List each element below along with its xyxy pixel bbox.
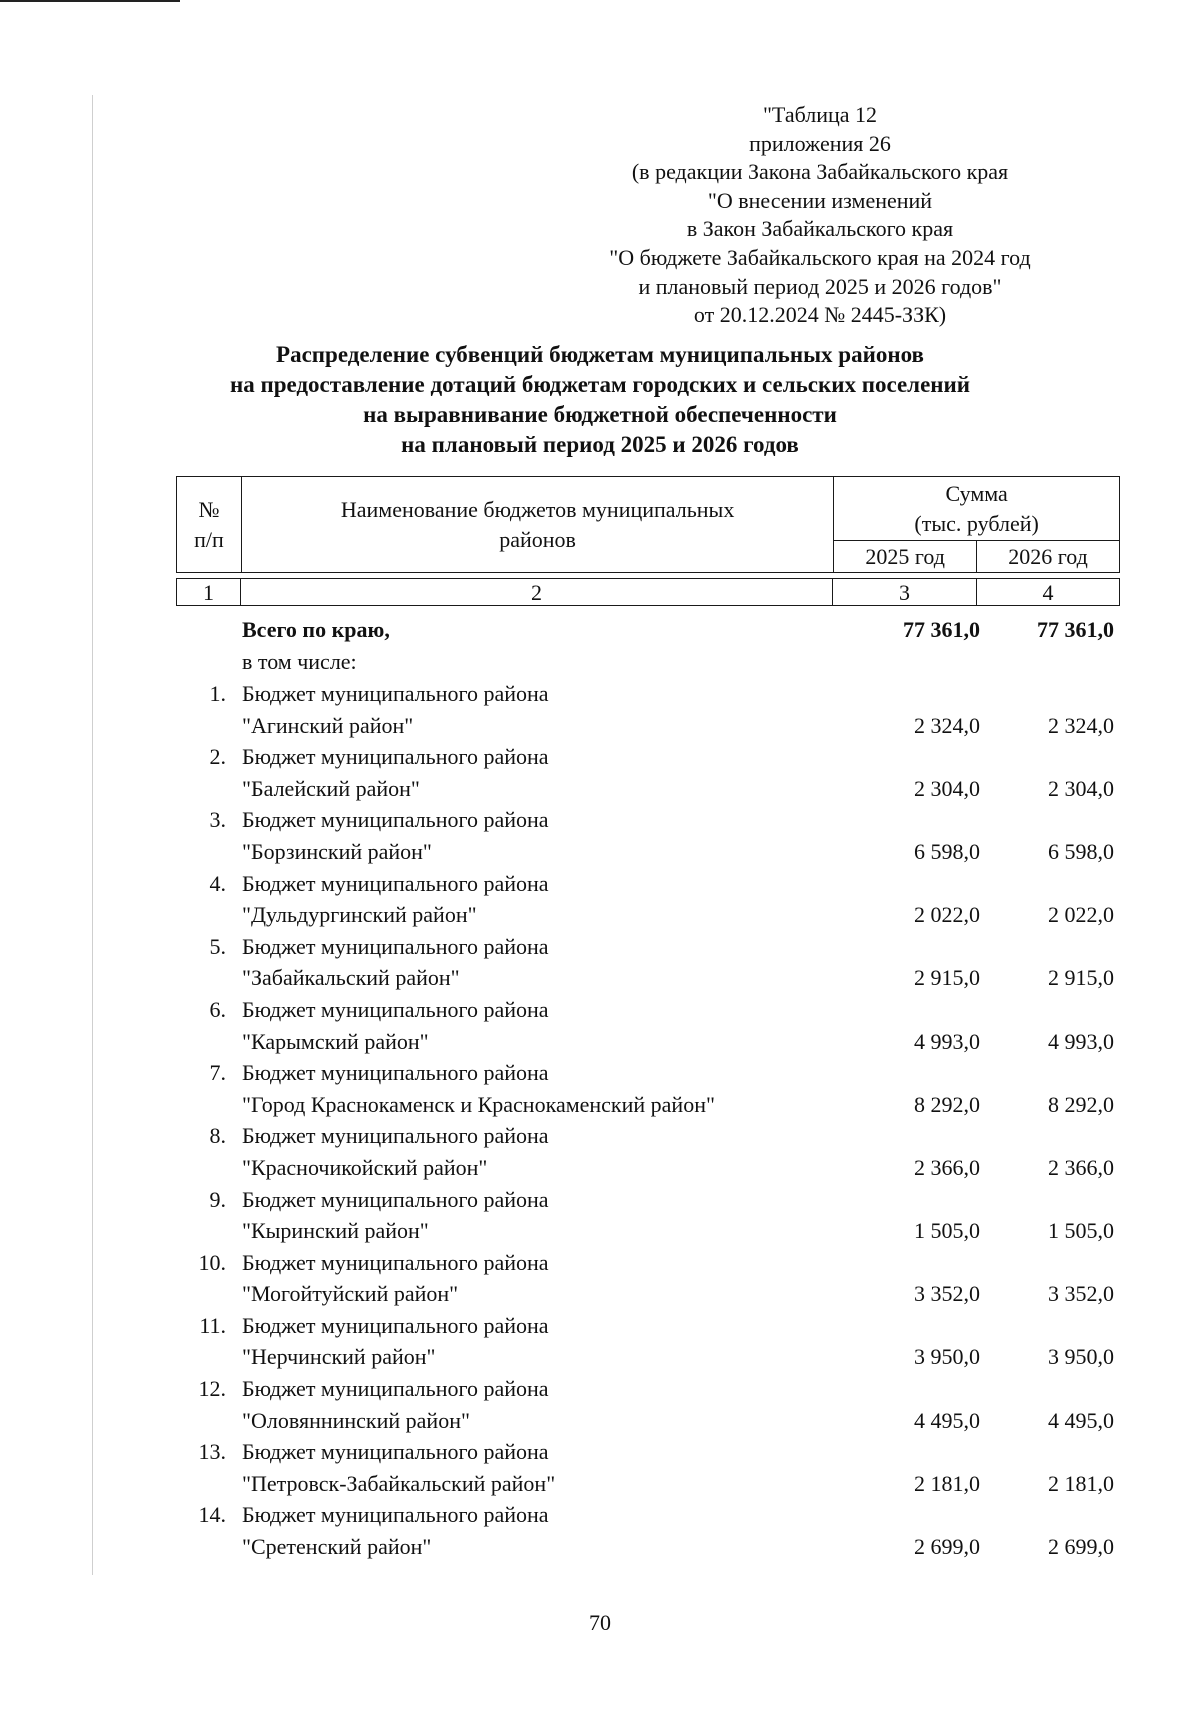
table-row	[176, 1310, 1120, 1373]
table-row	[176, 1120, 1120, 1183]
page-number: 70	[589, 1610, 611, 1635]
row-number: 13.	[198, 1439, 226, 1465]
row-value-2026: 3 950,0	[1048, 1344, 1114, 1370]
row-name-line2: "Сретенский район"	[242, 1534, 432, 1560]
row-value-2026: 6 598,0	[1048, 838, 1114, 864]
row-name-line2: "Забайкальский район"	[242, 965, 460, 991]
row-name-line1: Бюджет муниципального района	[242, 807, 549, 833]
header-name-col: Наименование бюджетов муниципальных районов	[241, 477, 833, 573]
row-number: 7.	[209, 1060, 226, 1086]
row-name-line2: "Оловяннинский район"	[242, 1407, 470, 1433]
scan-edge-line	[0, 0, 180, 2]
header-note-line: приложения 26	[749, 130, 891, 156]
title-line: Распределение субвенций бюджетам муниципальных районов	[276, 342, 924, 367]
row-value-2026: 4 993,0	[1048, 1028, 1114, 1054]
total-2026: 77 361,0	[1037, 617, 1114, 642]
row-name-line1: Бюджет муниципального района	[242, 1376, 549, 1402]
total-label: Всего по краю,	[242, 617, 390, 642]
header-note-line: от 20.12.2024 № 2445-ЗЗК)	[693, 302, 947, 328]
row-number: 5.	[209, 933, 226, 959]
row-value-2026: 2 181,0	[1048, 1470, 1114, 1496]
subtotal-label: в том числе:	[242, 649, 357, 674]
row-number: 6.	[209, 996, 226, 1022]
row-value-2026: 2 915,0	[1048, 965, 1114, 991]
row-number: 8.	[209, 1123, 226, 1149]
row-value-2026: 1 505,0	[1048, 1218, 1114, 1244]
title-line: на предоставление дотаций бюджетам городских и сельских поселений	[229, 372, 971, 397]
header-year-2025: 2025 год	[834, 541, 977, 573]
row-value-2025: 2 304,0	[914, 775, 980, 801]
row-value-2025: 2 022,0	[914, 902, 980, 928]
row-value-2025: 1 505,0	[914, 1218, 980, 1244]
row-value-2025: 4 495,0	[914, 1407, 980, 1433]
row-number: 1.	[209, 681, 226, 706]
row-number: 11.	[199, 1312, 226, 1338]
row-name-line1: Бюджет муниципального района	[242, 1502, 549, 1528]
row-number: 4.	[209, 870, 226, 896]
row-value-2025: 3 950,0	[914, 1344, 980, 1370]
row-name-line1: Бюджет муниципального района	[242, 1439, 549, 1465]
table-row	[176, 1057, 1120, 1120]
row-name-line2: "Город Краснокаменск и Краснокаменский район"	[242, 1091, 715, 1117]
row-value-2026: 8 292,0	[1048, 1091, 1114, 1117]
header-num-col: № п/п	[177, 477, 242, 573]
table-row	[176, 741, 1120, 804]
row-value-2025: 4 993,0	[914, 1028, 980, 1054]
row-value-2025: 2 181,0	[914, 1470, 980, 1496]
row-name-line1: Бюджет муниципального района	[242, 1060, 549, 1086]
row-value-2025: 2 366,0	[914, 1154, 980, 1180]
row-value-2026: 2 699,0	[1048, 1534, 1114, 1560]
table-row	[176, 1373, 1120, 1436]
table-row	[176, 868, 1120, 931]
row-name-line2: "Могойтуйский район"	[242, 1281, 459, 1307]
header-note-line: в Закон Забайкальского края	[686, 216, 954, 242]
header-note-line: и плановый период 2025 и 2026 годов"	[638, 273, 1002, 299]
row-name-line2: "Красночикойский район"	[242, 1154, 488, 1180]
header-sum-col: Сумма (тыс. рублей)	[834, 477, 1120, 541]
row-value-2026: 2 324,0	[1048, 712, 1114, 738]
col-number: 1	[176, 578, 240, 606]
scan-margin-line	[92, 95, 93, 1575]
row-name-line1: Бюджет муниципального района	[242, 1123, 549, 1149]
header-note-line: "О бюджете Забайкальского края на 2024 год	[609, 244, 1031, 270]
title-line: на выравнивание бюджетной обеспеченности	[363, 402, 837, 427]
title-line: на плановый период 2025 и 2026 годов	[401, 432, 799, 457]
row-value-2025: 2 699,0	[914, 1534, 980, 1560]
row-value-2025: 3 352,0	[914, 1281, 980, 1307]
row-name-line2: "Кыринский район"	[242, 1218, 429, 1244]
row-name-line1: Бюджет муниципального района	[242, 744, 549, 770]
table-row	[176, 678, 1120, 741]
row-name-line1: Бюджет муниципального района	[242, 681, 549, 706]
col-number: 2	[240, 578, 832, 606]
table-row	[176, 1499, 1120, 1562]
row-name-line2: "Карымский район"	[242, 1028, 429, 1054]
row-name-line1: Бюджет муниципального района	[242, 933, 549, 959]
row-value-2026: 2 366,0	[1048, 1154, 1114, 1180]
row-name-line1: Бюджет муниципального района	[242, 870, 549, 896]
row-value-2025: 6 598,0	[914, 838, 980, 864]
row-value-2026: 4 495,0	[1048, 1407, 1114, 1433]
table-header	[176, 476, 1120, 573]
row-name-line2: "Дульдургинский район"	[242, 902, 477, 928]
table-row	[176, 1247, 1120, 1310]
table-row	[176, 994, 1120, 1057]
row-name-line1: Бюджет муниципального района	[242, 996, 549, 1022]
total-2025: 77 361,0	[903, 617, 980, 642]
table-row	[176, 931, 1120, 994]
row-name-line1: Бюджет муниципального района	[242, 1249, 549, 1275]
table-row	[176, 1184, 1120, 1247]
row-name-line2: "Петровск-Забайкальский район"	[242, 1470, 556, 1496]
row-value-2026: 2 022,0	[1048, 902, 1114, 928]
row-number: 2.	[209, 744, 226, 770]
document-title	[180, 340, 1020, 460]
row-value-2025: 2 324,0	[914, 712, 980, 738]
row-name-line2: "Борзинский район"	[242, 838, 432, 864]
row-name-line1: Бюджет муниципального района	[242, 1186, 549, 1212]
row-number: 14.	[198, 1502, 226, 1528]
row-name-line2: "Агинский район"	[242, 712, 414, 738]
row-value-2025: 8 292,0	[914, 1091, 980, 1117]
table-row	[176, 804, 1120, 867]
header-note-line: (в редакции Закона Забайкальского края	[631, 159, 1009, 185]
row-number: 9.	[209, 1186, 226, 1212]
row-number: 12.	[198, 1376, 226, 1402]
header-note-line: "Таблица 12	[762, 102, 878, 127]
row-name-line1: Бюджет муниципального района	[242, 1312, 549, 1338]
total-row	[176, 614, 1120, 646]
column-number-row	[176, 578, 1120, 606]
row-name-line2: "Балейский район"	[242, 775, 420, 801]
table-body	[176, 678, 1120, 1563]
row-value-2026: 2 304,0	[1048, 775, 1114, 801]
header-note	[560, 101, 1080, 330]
table-row	[176, 1436, 1120, 1499]
header-year-2026: 2026 год	[977, 541, 1120, 573]
row-value-2025: 2 915,0	[914, 965, 980, 991]
col-number: 4	[976, 578, 1120, 606]
col-number: 3	[832, 578, 976, 606]
row-number: 10.	[198, 1249, 226, 1275]
row-name-line2: "Нерчинский район"	[242, 1344, 436, 1370]
row-value-2026: 3 352,0	[1048, 1281, 1114, 1307]
header-note-line: "О внесении изменений	[707, 187, 933, 213]
row-number: 3.	[209, 807, 226, 833]
